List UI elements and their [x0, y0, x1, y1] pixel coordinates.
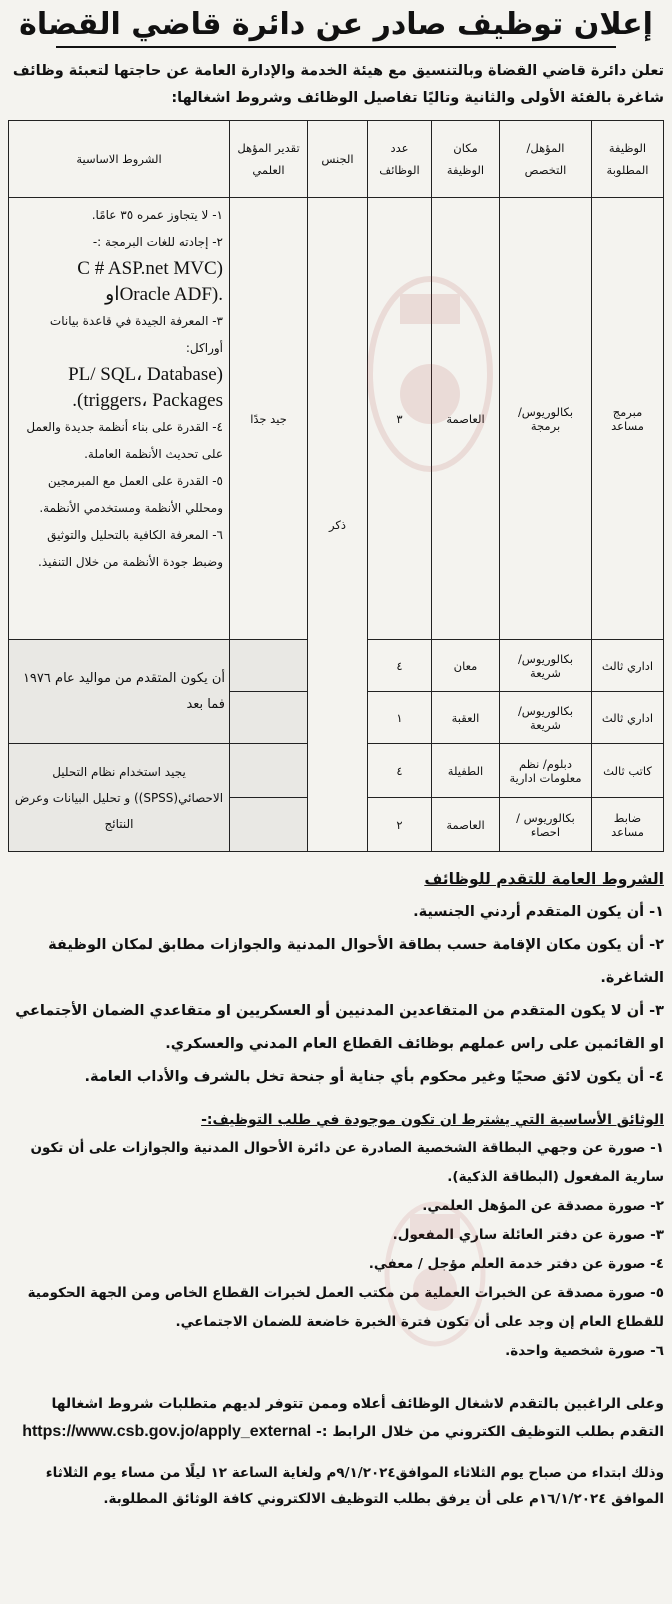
condition-languages-list-1: C # ASP.net MVC) — [77, 258, 223, 279]
condition-build-systems: ٤- القدرة على بناء أنظمة جديدة والعمل على تحديث الأنظمة العاملة. — [26, 420, 223, 461]
cell-count: ٤ — [368, 640, 432, 692]
cell-qualification: بكالوريوس/ شريعة — [500, 640, 592, 692]
list-item: ٢- أن يكون مكان الإقامة حسب بطاقة الأحوال المدنية والجوازات مطابق لمكان الوظيفة الشاغرة. — [48, 937, 664, 986]
header-gender: الجنس — [308, 121, 368, 198]
list-item: ٥- صورة مصدقة عن الخبرات العملية من مكتب العمل لخبرات القطاع الخاص ومن الجهة الحكومية للقطاع العام إن وجد على أن تكون فترة الخبرة خاضعة للضمان الاجتماعي. — [27, 1285, 664, 1330]
cell-job: كاتب ثالث — [592, 744, 664, 798]
cell-qualification: دبلوم/ نظم معلومات ادارية — [500, 744, 592, 798]
general-conditions-title: الشروط العامة للتقدم للوظائف — [424, 870, 664, 888]
cell-job: اداري ثالث — [592, 692, 664, 744]
cell-job: ضابط مساعد — [592, 798, 664, 852]
documents-list — [8, 1134, 664, 1366]
emblem-watermark-icon — [360, 264, 500, 484]
table-row — [9, 198, 664, 640]
header-grade: تقدير المؤهل العلمي — [230, 121, 308, 198]
intro-paragraph: تعلن دائرة قاضي القضاة وبالتنسيق مع هيئة الخدمة والإدارة العامة عن حاجتها لتعبئة وظائف شاغرة بالفئة الأولى والثانية وتاليًا تفاصيل الوظائف وشروط اشغالها: — [12, 63, 664, 106]
cell-grade-empty — [230, 640, 308, 692]
jobs-table — [8, 120, 664, 852]
cell-location: العقبة — [432, 692, 500, 744]
condition-languages-list-2: اوOracle ADF). — [105, 284, 223, 305]
condition-teamwork: ٥- القدرة على العمل مع المبرمجين ومحللي الأنظمة ومستخدمي الأنظمة. — [39, 474, 223, 515]
list-item: ٢- صورة مصدقة عن المؤهل العلمي. — [422, 1198, 664, 1214]
cell-location: العاصمة — [432, 798, 500, 852]
closing-paragraph — [8, 1390, 664, 1446]
cell-job: مبرمج مساعد — [592, 198, 664, 640]
page-title: إعلان توظيف صادر عن دائرة قاضي القضاة — [19, 7, 653, 42]
list-item: ١- أن يكون المتقدم أردني الجنسية. — [413, 904, 664, 920]
header-location: مكان الوظيفة — [432, 121, 500, 198]
table-header-row — [9, 121, 664, 198]
condition-analysis: ٦- المعرفة الكافية بالتحليل والتوثيق وضبط جودة الأنظمة من خلال التنفيذ. — [38, 528, 223, 569]
cell-job: اداري ثالث — [592, 640, 664, 692]
condition-oracle-list-1: PL/ SQL، Database) — [68, 364, 223, 385]
cell-count: ١ — [368, 692, 432, 744]
header-job: الوظيفة المطلوبة — [592, 121, 664, 198]
cell-qualification: بكالوريوس/ برمجة — [500, 198, 592, 640]
list-item: ٣- أن لا يكون المتقدم من المتقاعدين المدنيين أو العسكريين او متقاعدي الضمان الأجتماعي او القائمين على راس عملهم بوظائف القطاع العام المدني والعسكري. — [15, 1003, 664, 1052]
cell-location: معان — [432, 640, 500, 692]
cell-grade-empty — [230, 798, 308, 852]
header-count: عدد الوظائف — [368, 121, 432, 198]
cell-qualification: بكالوريوس / احصاء — [500, 798, 592, 852]
announcement-page — [0, 4, 672, 1604]
cell-programmer-conditions — [9, 198, 230, 640]
final-note: وذلك ابتداء من صباح يوم الثلاثاء الموافق٩/١/٢٠٢٤م ولغاية الساعة ١٢ ليلًا من مساء يوم الثلاثاء الموافق ١٦/١/٢٠٢٤م على أن يرفق بطلب التوظيف الالكتروني كافة الوثائق المطلوبة. — [45, 1465, 664, 1507]
cell-location: الطفيلة — [432, 744, 500, 798]
list-item: ٣- صورة عن دفتر العائلة ساري المفعول. — [392, 1227, 664, 1243]
closing-text: وعلى الراغبين بالتقدم لاشغال الوظائف أعلاه وممن تتوفر لديهم متطلبات شروط اشغالها التقدم بطلب التوظيف الكتروني من خلال الرابط :- — [51, 1396, 664, 1440]
cell-gender: ذكر — [308, 198, 368, 852]
title-underline — [56, 46, 616, 48]
list-item: ٤- أن يكون لائق صحيًا وغير محكوم بأي جناية أو جنحة تخل بالشرف والأداب العامة. — [84, 1069, 664, 1085]
condition-age: ١- لا يتجاوز عمره ٣٥ عامًا. — [91, 208, 223, 222]
cell-grade-empty — [230, 744, 308, 798]
cell-spss-condition: يجيد استخدام نظام التحليل الاحصائي(SPSS)) و تحليل البيانات وعرض النتائج — [9, 744, 230, 852]
apply-link[interactable]: https://www.csb.gov.jo/apply_external — [22, 1423, 312, 1440]
cell-count: ٢ — [368, 798, 432, 852]
cell-count: ٤ — [368, 744, 432, 798]
condition-oracle: ٣- المعرفة الجيدة في قاعدة بيانات أوراكل: — [49, 314, 223, 355]
cell-location: العاصمة — [432, 198, 500, 640]
cell-count: ٣ — [368, 198, 432, 640]
condition-oracle-list-2: .(triggers، Packages — [72, 390, 223, 411]
emblem-watermark-icon — [380, 1194, 490, 1354]
documents-title: الوثائق الأساسية التي يشترط ان تكون موجودة في طلب التوظيف:- — [201, 1112, 664, 1128]
list-item: ٤- صورة عن دفتر خدمة العلم مؤجل / معفي. — [368, 1256, 664, 1272]
cell-grade-empty — [230, 692, 308, 744]
condition-languages: ٢- إجادته للغات البرمجة :- — [92, 235, 223, 249]
list-item: ١- صورة عن وجهي البطاقة الشخصية الصادرة عن دائرة الأحوال المدنية والجوازات على أن تكون سارية المفعول (البطاقة الذكية). — [30, 1140, 664, 1185]
general-conditions-list — [8, 896, 664, 1094]
list-item: ٦- صورة شخصية واحدة. — [505, 1343, 664, 1359]
cell-age-condition: أن يكون المتقدم من مواليد عام ١٩٧٦ فما بعد — [9, 640, 230, 744]
cell-grade: جيد جدًا — [230, 198, 308, 640]
cell-qualification: بكالوريوس/ شريعة — [500, 692, 592, 744]
header-qualification: المؤهل/ التخصص — [500, 121, 592, 198]
header-conditions: الشروط الاساسية — [9, 121, 230, 198]
